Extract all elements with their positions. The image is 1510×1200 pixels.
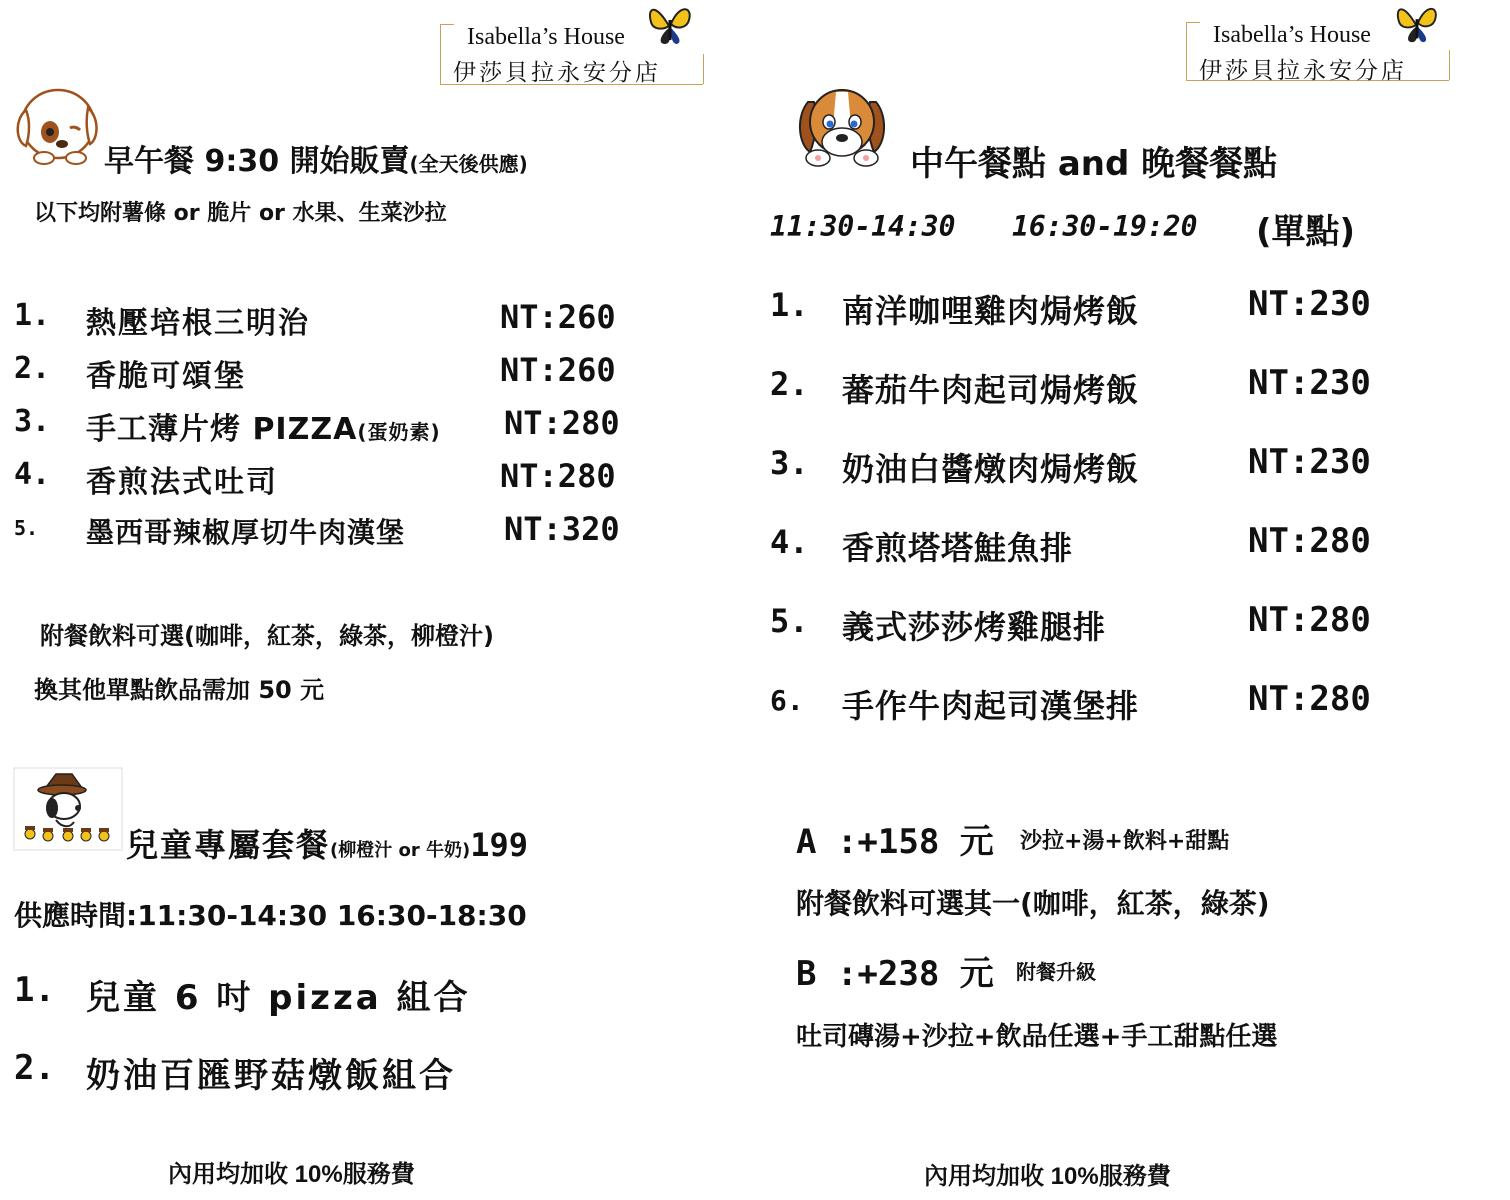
- lunch-item-price: NT:230: [1248, 442, 1371, 482]
- brunch-title-note: (全天後供應): [409, 152, 528, 176]
- lunch-item-num: 4.: [770, 523, 809, 561]
- service-fee-note: 內用均加收 10%服務費: [168, 1161, 415, 1188]
- lunch-item-price: NT:280: [1248, 679, 1371, 719]
- kids-item-name: 兒童 6 吋 pizza 組合: [86, 978, 471, 1018]
- lunch-hours: 11:30-14:30: [770, 210, 956, 243]
- brunch-item-price: NT:280: [504, 404, 620, 442]
- kids-item-name: 奶油百匯野菇燉飯組合: [86, 1056, 456, 1096]
- set-b-price: B :+238 元: [796, 954, 994, 994]
- lunch-item-name: 義式莎莎烤雞腿排: [842, 608, 1107, 646]
- kids-price: 199: [470, 826, 529, 864]
- lunch-item-name: 奶油白醬燉肉焗烤飯: [842, 450, 1140, 488]
- brunch-item-name: 香脆可頌堡: [86, 359, 246, 394]
- service-fee-note: 內用均加收 10%服務費: [924, 1163, 1171, 1190]
- brunch-item-note: (蛋奶素): [357, 420, 441, 444]
- brunch-item-price: NT:260: [500, 298, 616, 336]
- set-a-drinks: 附餐飲料可選其一(咖啡，紅茶，綠茶): [796, 887, 1270, 920]
- brunch-sides-note: 以下均附薯條 or 脆片 or 水果、生菜沙拉: [34, 201, 447, 226]
- set-a-price: A :+158 元: [796, 822, 994, 862]
- kids-title-text: 兒童專屬套餐: [126, 826, 331, 864]
- brunch-item-num: 2.: [14, 351, 51, 386]
- kids-title-note: (柳橙汁 or 牛奶): [330, 840, 471, 861]
- kids-title: [126, 820, 528, 866]
- brunch-item-price: NT:280: [500, 457, 616, 495]
- brunch-item-price: NT:320: [504, 510, 620, 548]
- lunch-dinner-title: 中午餐點 and 晚餐餐點: [910, 144, 1278, 184]
- brunch-item-name: [86, 404, 441, 448]
- butterfly-icon: [1392, 0, 1442, 46]
- snoopy-icon: [14, 768, 122, 850]
- lunch-item-num: 6.: [770, 684, 804, 717]
- brunch-drink-note: 附餐飲料可選(咖啡，紅茶，綠茶，柳橙汁): [40, 622, 494, 650]
- logo-name-zh: 伊莎貝拉永安分店: [1199, 58, 1407, 84]
- lunch-item-price: NT:280: [1248, 600, 1371, 640]
- kids-hours: 供應時間:11:30-14:30 16:30-18:30: [14, 899, 527, 932]
- lunch-item-name: 南洋咖哩雞肉焗烤飯: [842, 292, 1140, 330]
- lunch-item-name: 香煎塔塔鮭魚排: [842, 529, 1074, 567]
- puppy-icon: [12, 80, 100, 166]
- brunch-item-name-text: 手工薄片烤 PIZZA: [86, 412, 358, 447]
- lunch-item-num: 3.: [770, 444, 809, 482]
- lunch-item-num: 2.: [770, 365, 809, 403]
- brunch-item-name: 墨西哥辣椒厚切牛肉漢堡: [86, 516, 406, 549]
- lunch-item-price: NT:280: [1248, 521, 1371, 561]
- logo-name-en: Isabella’s House: [1213, 22, 1371, 48]
- dinner-hours: 16:30-19:20: [1012, 210, 1198, 243]
- brunch-item-num: 3.: [14, 404, 51, 439]
- logo-name-zh: 伊莎貝拉永安分店: [453, 60, 661, 86]
- lunch-item-num: 5.: [770, 602, 809, 640]
- brunch-title: [104, 136, 528, 180]
- logo-name-en: Isabella’s House: [467, 24, 625, 50]
- beagle-icon: [796, 82, 888, 168]
- brunch-item-name: 香煎法式吐司: [86, 465, 278, 500]
- a-la-carte-note: (單點): [1256, 212, 1356, 252]
- set-a-desc: 沙拉+湯+飲料+甜點: [1020, 829, 1230, 854]
- brunch-item-num: 1.: [14, 298, 51, 333]
- set-b-desc: 附餐升級: [1016, 960, 1096, 984]
- butterfly-icon: [645, 0, 695, 48]
- lunch-item-price: NT:230: [1248, 284, 1371, 324]
- lunch-item-name: 手作牛肉起司漢堡排: [842, 687, 1140, 725]
- brunch-title-text: 早午餐 9:30 開始販賣: [104, 144, 410, 179]
- brunch-item-num: 4.: [14, 457, 51, 492]
- kids-item-num: 1.: [14, 970, 55, 1010]
- set-b-detail: 吐司磚湯+沙拉+飲品任選+手工甜點任選: [796, 1022, 1278, 1052]
- brunch-drink-upgrade-note: 換其他單點飲品需加 50 元: [34, 676, 325, 704]
- kids-item-num: 2.: [14, 1048, 55, 1088]
- lunch-item-num: 1.: [770, 286, 809, 324]
- lunch-item-price: NT:230: [1248, 363, 1371, 403]
- brunch-item-num: 5.: [14, 516, 39, 540]
- lunch-item-name: 蕃茄牛肉起司焗烤飯: [842, 371, 1140, 409]
- brunch-item-name: 熱壓培根三明治: [86, 306, 310, 341]
- brunch-item-price: NT:260: [500, 351, 616, 389]
